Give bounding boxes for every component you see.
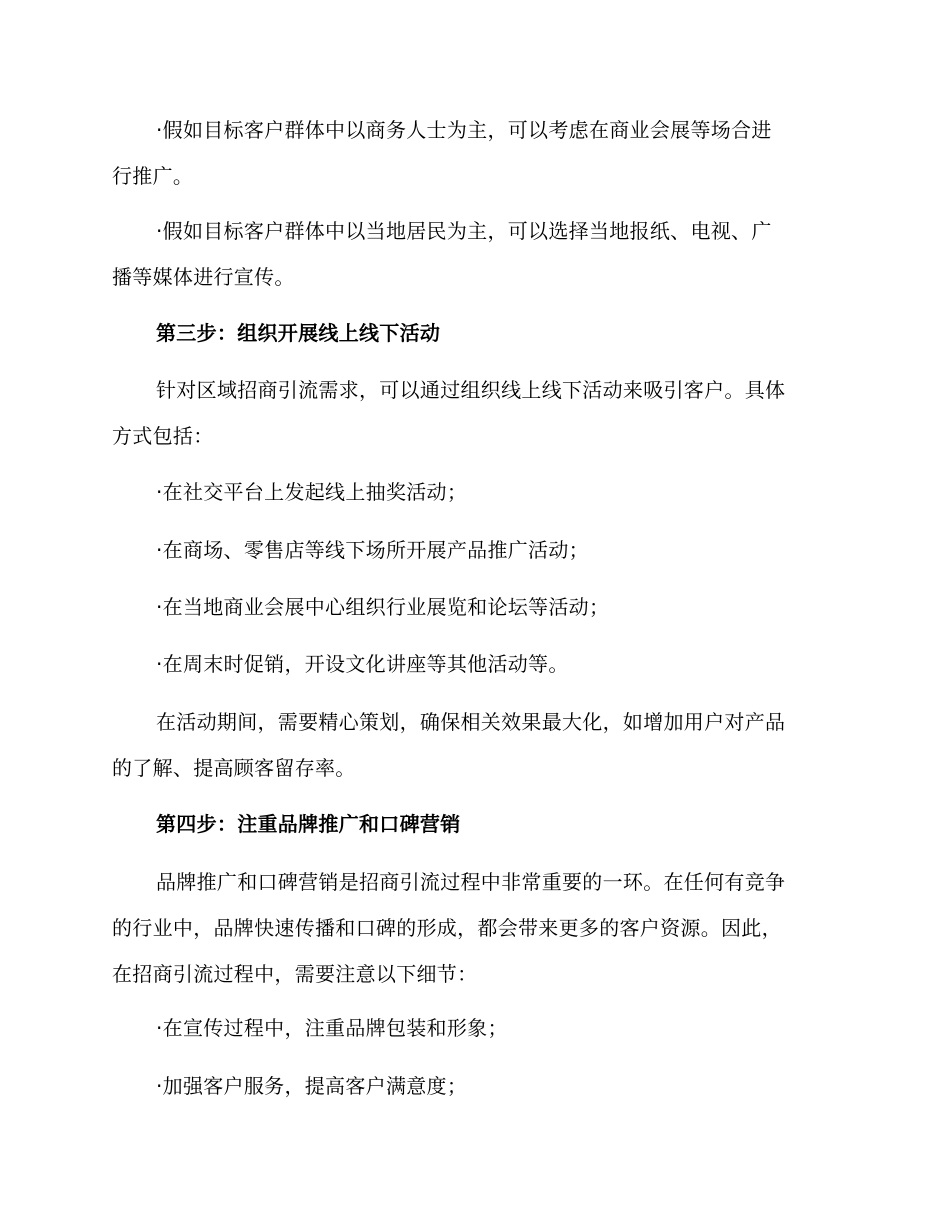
list-item-text: ·在商场、零售店等线下场所开展产品推广活动； [156,538,589,562]
section-heading-step4 [112,801,832,847]
text-line: 的行业中，品牌快速传播和口碑的形成，都会带来更多的客户资源。因此， [112,916,782,940]
section-heading-step3 [112,310,832,356]
text-line: 方式包括： [112,424,214,448]
text-line: ·假如目标客户群体中以当地居民为主，可以选择当地报纸、电视、广 [156,219,772,243]
list-item-text: ·在宣传过程中，注重品牌包装和形象； [156,1016,508,1040]
list-item [112,584,832,630]
bullet-paragraph-business [112,107,832,199]
text-line: 针对区域招商引流需求，可以通过组织线上线下活动来吸引客户。具体 [156,378,786,402]
list-item [112,469,832,515]
text-line: 的了解、提高顾客留存率。 [112,756,356,780]
text-line: 播等媒体进行宣传。 [112,265,295,289]
text-line: 品牌推广和口碑营销是招商引流过程中非常重要的一环。在任何有竞争 [156,870,786,894]
list-item-text: ·在当地商业会展中心组织行业展览和论坛等活动； [156,595,610,619]
body-paragraph-activities-intro [112,367,832,459]
list-item-text: ·加强客户服务，提高客户满意度； [156,1074,468,1098]
body-paragraph-activity-planning [112,699,832,791]
text-line: 在活动期间，需要精心策划，确保相关效果最大化，如增加用户对产品 [156,710,786,734]
bullet-paragraph-residents [112,208,832,300]
list-item-text: ·在周末时促销，开设文化讲座等其他活动等。 [156,652,569,676]
list-item [112,641,832,687]
list-item-text: ·在社交平台上发起线上抽奖活动； [156,480,468,504]
list-item [112,527,832,573]
heading-text: 第四步：注重品牌推广和口碑营销 [156,812,461,836]
list-item [112,1063,832,1109]
body-paragraph-branding [112,859,832,997]
text-line: ·假如目标客户群体中以商务人士为主，可以考虑在商业会展等场合进 [156,118,772,142]
heading-text: 第三步：组织开展线上线下活动 [156,321,441,345]
text-line: 行推广。 [112,164,194,188]
list-item [112,1005,832,1051]
text-line: 在招商引流过程中，需要注意以下细节： [112,962,478,986]
